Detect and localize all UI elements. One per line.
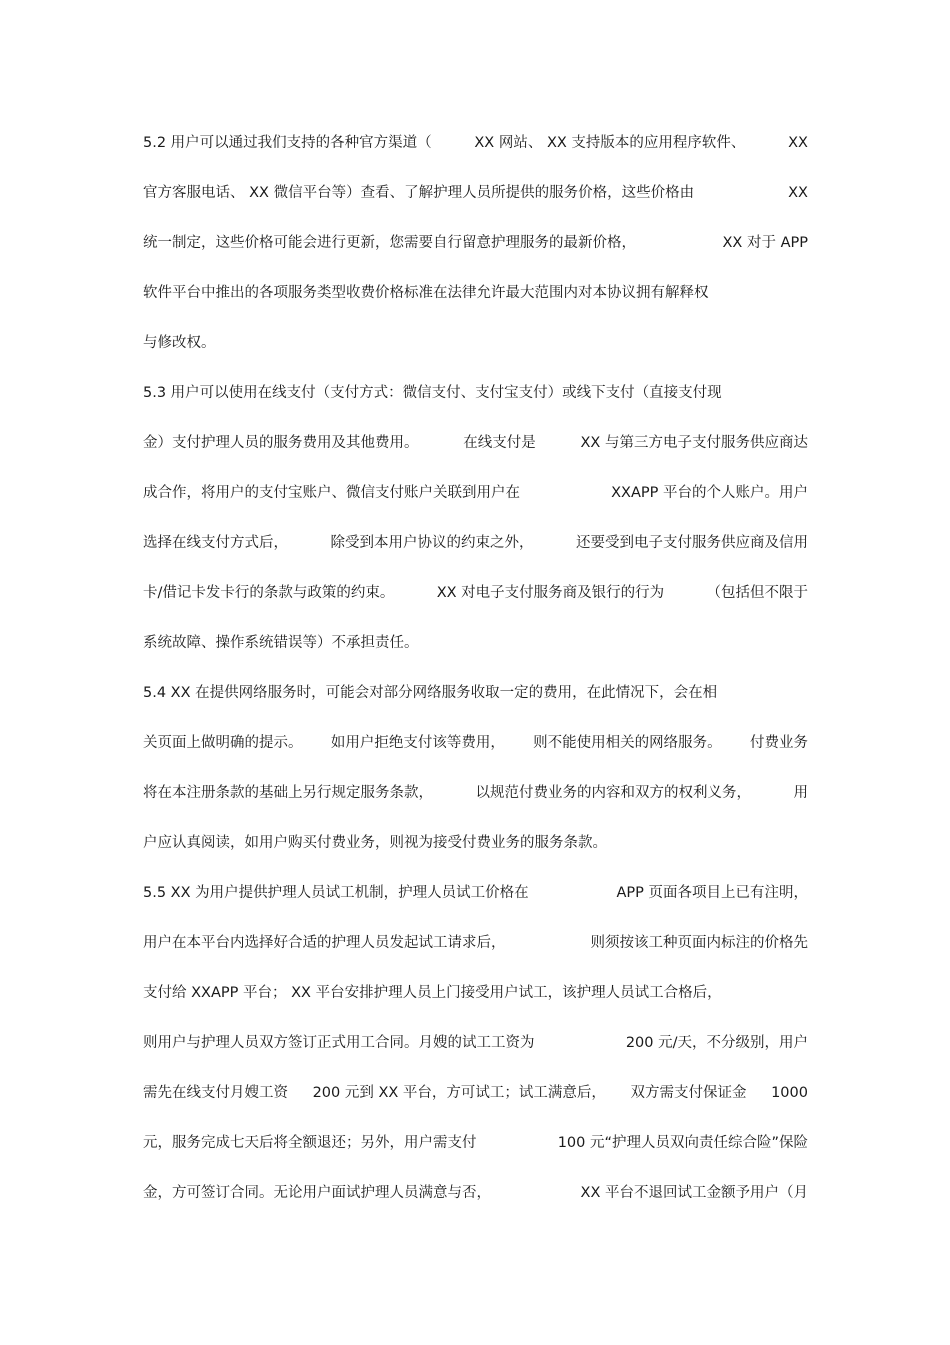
text-line — [143, 732, 808, 754]
text-segment: 还要受到电子支付服务供应商及信用 — [576, 535, 808, 551]
text-segment: 5.3 用户可以使用在线支付（支付方式：微信支付、支付宝支付）或线下支付（直接支付现 — [143, 385, 722, 401]
text-line — [143, 682, 808, 704]
text-line — [143, 1182, 808, 1204]
text-line — [143, 132, 808, 154]
text-segment: 系统故障、操作系统错误等）不承担责任。 — [143, 635, 419, 651]
text-line — [143, 1082, 808, 1104]
text-line — [143, 882, 808, 904]
text-line — [143, 182, 808, 204]
text-segment: 金，方可签订合同。无论用户面试护理人员满意与否， — [143, 1185, 491, 1201]
text-line — [143, 532, 808, 554]
text-segment: XX — [788, 135, 808, 151]
text-line — [143, 582, 808, 604]
text-line — [143, 432, 808, 454]
text-segment: 软件平台中推出的各项服务类型收费价格标准在法律允许最大范围内对本协议拥有解释权 — [143, 285, 709, 301]
text-segment: 关页面上做明确的提示。 — [143, 735, 303, 751]
text-line — [143, 832, 808, 854]
text-line — [143, 932, 808, 954]
text-segment: 除受到本用户协议的约束之外， — [330, 535, 534, 551]
text-segment: XX 网站、 XX 支持版本的应用程序软件、 — [474, 135, 746, 151]
text-segment: 5.4 XX 在提供网络服务时，可能会对部分网络服务收取一定的费用，在此情况下，会在相 — [143, 685, 718, 701]
text-segment: 官方客服电话、 XX 微信平台等）查看、了解护理人员所提供的服务价格，这些价格由 — [143, 185, 695, 201]
text-line — [143, 482, 808, 504]
text-segment: 户应认真阅读，如用户购买付费业务，则视为接受付费业务的服务条款。 — [143, 835, 607, 851]
text-segment: 如用户拒绝支付该等费用， — [330, 735, 505, 751]
text-segment: 则用户与护理人员双方签订正式用工合同。月嫂的试工工资为 — [143, 1035, 535, 1051]
text-segment: 1000 — [771, 1085, 808, 1101]
text-segment: 统一制定，这些价格可能会进行更新，您需要自行留意护理服务的最新价格， — [143, 235, 636, 251]
text-segment: APP 页面各项目上已有注明， — [616, 885, 808, 901]
text-segment: XX 对电子支付服务商及银行的行为 — [436, 585, 665, 601]
text-segment: 100 元“护理人员双向责任综合险”保险 — [557, 1135, 808, 1151]
text-segment: XX — [788, 185, 808, 201]
text-segment: 与修改权。 — [143, 335, 216, 351]
text-segment: 用 — [793, 785, 808, 801]
text-segment: 需先在线支付月嫂工资 — [143, 1085, 288, 1101]
text-segment: 金）支付护理人员的服务费用及其他费用。 — [143, 435, 419, 451]
text-segment: 付费业务 — [749, 735, 808, 751]
text-line — [143, 1032, 808, 1054]
text-segment: 200 元/天，不分级别，用户 — [625, 1035, 808, 1051]
text-segment: （包括但不限于 — [706, 585, 808, 601]
text-line — [143, 632, 808, 654]
text-segment: 以规范付费业务的内容和双方的权利义务， — [475, 785, 751, 801]
text-segment: 在线支付是 — [463, 435, 536, 451]
text-segment: 选择在线支付方式后， — [143, 535, 288, 551]
text-segment: 成合作，将用户的支付宝账户、微信支付账户关联到用户在 — [143, 485, 520, 501]
text-segment: XX 与第三方电子支付服务供应商达 — [580, 435, 808, 451]
text-segment: 将在本注册条款的基础上另行规定服务条款， — [143, 785, 433, 801]
text-line — [143, 232, 808, 254]
text-segment: 用户在本平台内选择好合适的护理人员发起试工请求后， — [143, 935, 506, 951]
text-line — [143, 982, 808, 1004]
text-segment: 200 元到 XX 平台，方可试工；试工满意后， — [312, 1085, 606, 1101]
text-segment: 则不能使用相关的网络服务。 — [533, 735, 722, 751]
text-segment: 5.2 用户可以通过我们支持的各种官方渠道（ — [143, 135, 432, 151]
text-line — [143, 282, 808, 304]
text-line — [143, 1132, 808, 1154]
text-segment: XXAPP 平台的个人账户。用户 — [611, 485, 808, 501]
text-segment: 支付给 XXAPP 平台； XX 平台安排护理人员上门接受用户试工，该护理人员试工合格后， — [143, 985, 722, 1001]
text-segment: 卡/借记卡发卡行的条款与政策的约束。 — [143, 585, 395, 601]
text-segment: 双方需支付保证金 — [630, 1085, 747, 1101]
text-segment: XX 平台不退回试工金额予用户（月 — [580, 1185, 808, 1201]
text-segment: XX 对于 APP — [722, 235, 808, 251]
text-segment: 元，服务完成七天后将全额退还；另外，用户需支付 — [143, 1135, 477, 1151]
text-segment: 5.5 XX 为用户提供护理人员试工机制，护理人员试工价格在 — [143, 885, 529, 901]
text-line — [143, 382, 808, 404]
text-line — [143, 782, 808, 804]
text-line — [143, 332, 808, 354]
text-segment: 则须按该工种页面内标注的价格先 — [590, 935, 808, 951]
